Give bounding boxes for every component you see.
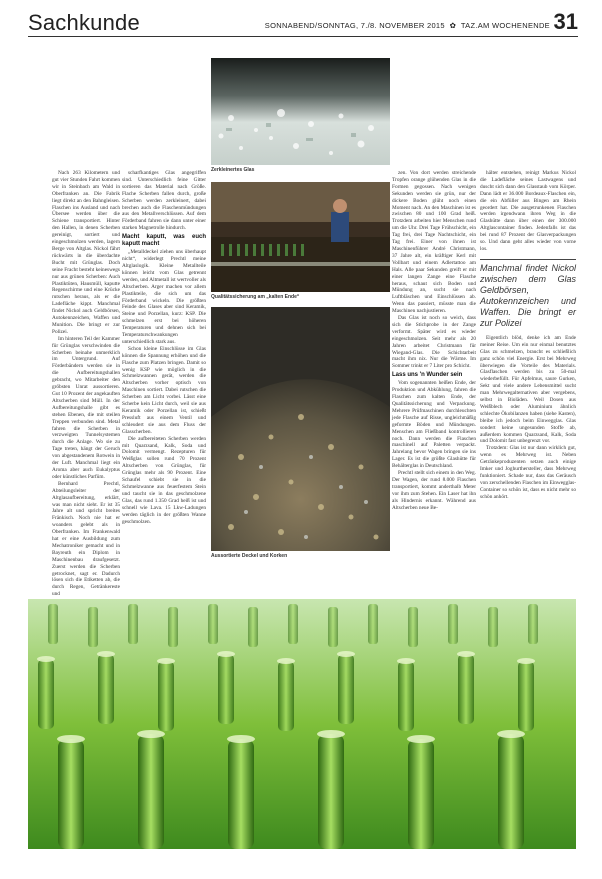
subheading: Lass uns 'n Wunder sein: [392, 372, 463, 379]
pull-quote: Manchmal findet Nickol zwischen dem Glas Geldbörsen, Autokennzeichen und Waffen. Die bringt er zur Polizei: [480, 259, 576, 329]
section-title: Sachkunde: [28, 10, 140, 35]
quality-control-image: [211, 182, 390, 292]
paragraph: scharfkantiges Glas angegriffen sind. Unterschiedlich feine Gitter sortieren das Material nach Größe. Flache Scherben fallen durch, große Scherben werden zerkleinert, dabei brechen auch die Flaschenmündungen aus den Metallverschlüssen. Auf dem Förderband fahren sie dann unter einer starken Magnetrolle hindurch.: [122, 170, 206, 232]
paragraph: Trotzdem: Glas ist nur dann wirklich gut, wenn es Mehrweg ist. Neben Getränkeproduzenten setzen auch einige Imker und Joghurthersteller, dass Mehrweg funktioniert. Schade nur, dass das Geräusch von zerschellenden Flaschen im Einwegglas-Container so schön ist, dass es nicht mehr so schön anhört.: [480, 445, 576, 500]
paragraph: „Metalldeckel ziehen uns überhaupt nicht“, widerlegt Prechtl meine Altglaslogik. Kleine Metallteile können leicht vom Glas getrennt werden, und Altmetall ist wertvoller als Altscherben. Arger machen vor allem Plastikteile, die sich um das Förderband wickeln. Die größten Feinde des Glases aber sind Keramik, Steine und Porzellan, kurz: KSP. Die schmelzen erst bei höheren Temperaturen und dehnen sich bei Temperaturschwankungen unterschiedlich stark aus.: [122, 249, 206, 345]
paragraph: Eigentlich blöd, denke ich am Ende meiner Reise. Um ein nur einmal benutztes Glas zu schmelzen, braucht es schließlich ganz schön viel Energie. Erst bei Mehrweg überwiegen die Vorteile des Materials. Glasflaschen werden bis zu 50-mal wiederbefüllt. Für Apfelmus, saure Gurken, Sekt und viele andere Lebensmittel sucht man Mehrwegalternativen aber vergebens, selbst in Bioläden. Weil Dosen aus Weißblech oder Aluminium ähnlich schlechte Ökobilanzen haben (siehe Kasten), bleibe ich jedoch beim Einwegglas. Glas sondert keine ungesunden Stoffe ab, außerdem kommen Quarzsand, Kalk, Soda und Dolomit fast unbegrenzt vor.: [480, 334, 576, 445]
paper-name: TAZ.AM WOCHENENDE: [460, 21, 550, 30]
paragraph: Im hinteren Teil der Kammer für Grünglas verschwinden die Scherben beinahe unmerklich im Untergrund. Auf Förderbändern werden sie in die Aufbereitungshallen gebracht, wo Mitarbeiter den gröbsten Unrat aussortieren. Gut 10 Prozent der angekauften Altscherben sind Müll. In der Aufbereitungshalle gibt es stehen Ebenen, die mit steilen Treppen verbunden sind. Metal fahren die Scherben in verzweigten Tunnelsystemen durch die Anlage. Wo sie zu Tage treten, hängt der Geruch von abgestandenem Rotwein in der Luft. Manchmal liegt ein Aroma aber auch Eukalyptus oder künstliches Parfüm.: [52, 335, 120, 480]
date-line: [265, 21, 550, 30]
paragraph: Nach 263 Kilometern und gut vier Stunden Fahrt kommen wir in Steinbach am Wald in Oberfranken an. Die Fabrik liegt direkt an den Bahngleisen. Flaschen ins Ausland und nach Übersee werden über die Schiene transportiert. Hinter den Hallen, in denen Scherben gereinigt, sortiert und eingeschmolzen werden, lagern Berge von Altglas. Nickol fährt rückwärts in die überdachte Bucht mit Grünglas. Doch seine Fracht besteht keineswegs nur aus grünen Scherben: Auch Plastiktüten, Hausmüll, kaputte Regenschirme und eine Krücke rutschen heraus, als er die Ladefläche kippt. Manchmal findet Nickol auch Geldbörsen, Autokennzeichen, Waffen und Munition. Die bringt er zur Polizei.: [52, 170, 120, 335]
paragraph: Schon kleine Einschlüsse im Glas können die Spannung erhöhen und die Flasche zum Platzen bringen. Damit so wenig KSP wie möglich in die Schmelzwannen gerät, werden die Altscherben vorher optisch von Maschinen sortiert. Dabei rutschen die Scherben am Licht vorbei. Lässt eine Scherbe kein Licht durch, weil sie aus Keramik oder Porzellan ist, schießt Pressluft aus einem Ventil und schleudert sie aus dem Fluss der Glasscherben.: [122, 345, 206, 435]
crushed-glass-image: [211, 58, 390, 165]
paragraph: Das Glas ist noch so weich, dass sich die Stichprobe in der Zange verformt. Später wird es wieder eingeschmolzen. Seit mehr als 20 Jahren arbeitet Christmann für Wiegand-Glas. Die Schichtarbeit macht ihm nix. Nur die Wärme. Im Sommer trinkt er 7 Liter pro Schicht.: [392, 315, 476, 370]
paragraph: Die aufbereiteten Scherben werden mit Quarzsand, Kalk, Soda und Dolomit vermengt. Rezepturen für Weißglas sollen rund 70 Prozent Altscherben von Grünglas, für Grünglas mehr als 90 Prozent. Eine Schaufel schiebt sie in die Schmelzwanne aus feuerfestem Stein und taucht sie in das geschmolzene Glas, das rund 1.350 Grad heiß ist und schnell wie Lava. 15 Lkw-Ladungen werden täglich in der größten Wanne geschmolzen.: [122, 435, 206, 525]
paragraph: Vom sogenannten heißen Ende, der Produktion und Abkühlung, fahren die Flaschen zum kalten Ende, der Qualitätssicherung und Verpackung. Mehrere Prüfmaschinen durchleuchten jede Flasche auf Risse, ungleichmäßig geformte Böden und Mündungen. Menschen am Fließband kontrollieren noch. Dann werden die Flaschen maschinell auf Paletten verpackt. Jahrelang bevor Wagen bringen sie ins Lager. Es ist die größte Glashütte für Behälterglas in Deutschland.: [392, 380, 476, 470]
page-number: 31: [553, 9, 578, 34]
paragraph: zen. Von dort werden streichende Tropfen orange glühenden Glas in die Formen gegossen. Nach wenigen Sekunden werden sie grün, nur der dickere Boden glüht noch einen Moment nach. An den Maschinen ist es zwischen 80 und 100 Grad heiß. Trotzdem arbeiten hier Menschen rund um die Uhr. Drei Tage Frühschicht, ein Tag frei, drei Tage Nachtschicht, ein Tag frei. Einer von ihnen ist Maschinenführer André Christmann, 37 Jahre alt, ein kräftiger Kerl mit Vollbart und einem Adlertattoo am Hals. Alle paar Sekunden greift er mit einer langen Zange eine Flasche heraus, schaut sich Boden und Mündung an, sucht sie nach Luftbläschen und Einschlüssen ab. Wenn das passiert, müsste man die Maschinen nachjustieren.: [392, 170, 476, 315]
article-column-2: [122, 170, 206, 550]
paragraph: Bernhard Prechtl, Abteilungsleiter der Altglasaufbereitung, erklärt, was man nicht sieht. Er ist 35 Jahre alt und spricht breites Fränkisch. Noch nie hat er woanders gelebt als in Oberfranken. Im Frankenwald hat er eine Ausbildung zum Mechatroniker gemacht und in Bayreuth ein Diplom in Maschinenbau draufgesetzt. Zuerst werden die Scherben getrocknet, sagt er. Dadurch lösen sich die Etiketten ab, die durch Regen, Getränkereste und: [52, 480, 120, 598]
paragraph: Prechtl stellt sich einem in den Weg. Der Wagen, der rund 8.000 Flaschen transportiert, kommt anderthalb Meter vor ihm zum Stehen. Ein Laser hat ihn als Hindernis erkannt. Während aus Altscherben neue Be-: [392, 470, 476, 511]
photo-quality-control: [211, 182, 390, 292]
photo-crushed-glass: [211, 58, 390, 165]
subheading: Macht kaputt, was euch kaputt macht: [122, 234, 206, 248]
photo-green-bottles: [28, 599, 576, 849]
caption-quality-control: Qualitätssicherung am „kalten Ende“: [211, 294, 300, 300]
photo-corks-lids: [211, 307, 390, 551]
taz-logo-icon: ✿: [447, 21, 459, 30]
article-column-3: [392, 170, 476, 550]
corks-lids-image: [211, 307, 390, 551]
article-column-1: [52, 170, 120, 598]
caption-crushed-glass: Zerkleinertes Glas: [211, 167, 255, 173]
page-header: [28, 10, 578, 37]
green-bottles-image: [28, 599, 576, 849]
article-column-4: [480, 170, 576, 550]
issue-date: SONNABEND/SONNTAG, 7./8. NOVEMBER 2015: [264, 21, 445, 30]
paragraph: hälter entstehen, reinigt Markus Nickol die Ladefläche seines Lastwagens und duscht sich dann den Glasstaub vom Körper. Dann lädt er 36.000 Bordeaux-Flaschen ein, die ein Abfüller aus Bingen am Rhein geordert hat. Die ausgetrunkenen Flaschen werden irgendwann ihren Weg in die Glashütte dann über einen der 300.000 Altglascontainer finden. Jedenfalls ist das bei rund 87 Prozent der Glasverpackungen so. Und dann geht alles wieder von vorne los.: [480, 170, 576, 252]
caption-corks-lids: Aussortierte Deckel und Korken: [211, 553, 288, 559]
